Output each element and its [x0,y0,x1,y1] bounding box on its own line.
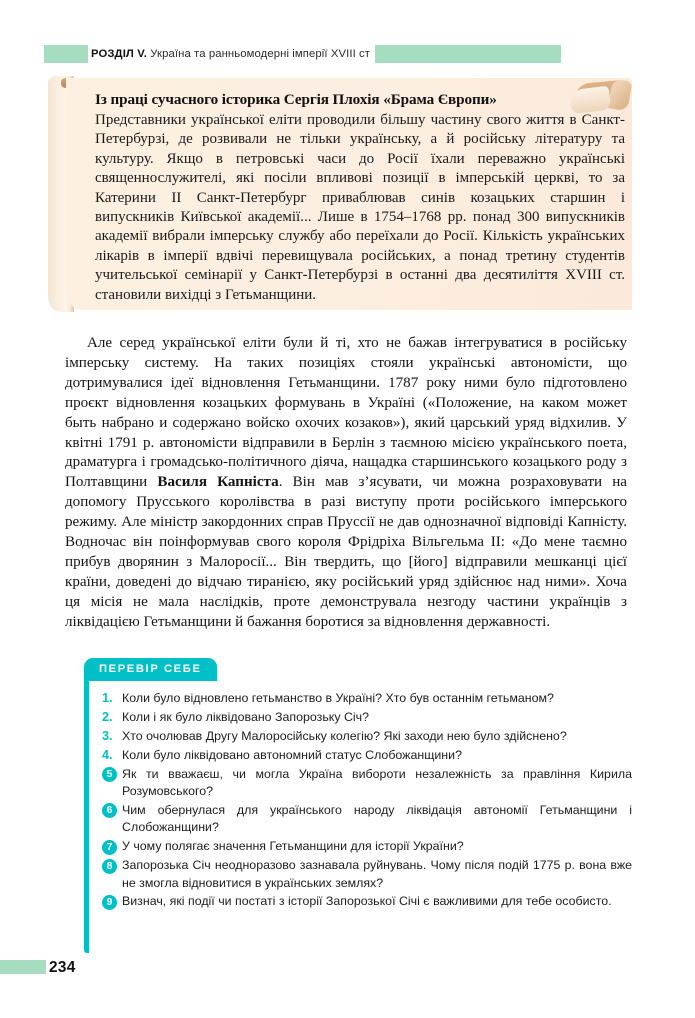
list-item [84,747,632,764]
question-marker-badge: 5 [102,767,117,782]
question-marker: 2. [102,709,113,724]
question-text: Чим обернулася для українського народу ліквідація автономії Гетьманщини і Слобожанщини? [122,802,632,835]
list-item [84,766,632,801]
question-text: Хто очолював Другу Малоросійську колегію? Які заходи нею було здійснено? [122,728,567,743]
highlighted-person-name: Василя Капніста [157,474,279,491]
page-number: 234 [46,959,79,977]
question-marker: 3. [102,728,113,743]
source-quote-body: Представники української еліти проводили більшу частину свого життя в Санкт-Петербурзі, де розвивали не тільки українську, а й російську літературу та культуру. Якщо в петровські часи до Росії їхали переважно українські священнослужителі, які посіли впливові позиції в імперській церкві, то за Катерини II Санкт-Петербург приваблював синів козацьких старшин і випускників Київської академії... Лише в 1754–1768 рр. понад 300 випускників академії вибрали імперську службу або переїхали до Росії. Кількість українських лікарів в імперії вдвічі перевищувала російських, а понад третину студентів учительської семінарії у Санкт-Петербурзі в останні два десятиліття XVIII ст. становили вихідці з Гетьманщини. [95,112,625,303]
question-text: Коли і як було ліквідовано Запорозьку Січ? [122,709,370,724]
source-quote-title: Із праці сучасного історика Сергія Плохія «Брама Європи» [95,91,497,108]
check-yourself-section [84,658,632,912]
check-yourself-badge: ПЕРЕВІР СЕБЕ [84,658,217,681]
list-item [84,802,632,837]
list-item [84,857,632,892]
question-marker-badge: 6 [102,803,117,818]
question-marker-badge: 8 [102,859,117,874]
question-text: У чому полягає значення Гетьманщини для історії України? [122,839,464,854]
question-marker: 4. [102,747,113,762]
chapter-breadcrumb [88,44,375,64]
body-text-part-one: Але серед української еліти були й ті, хто не бажав інтегруватися в російську імперську систему. На таких позиціях стояли українські автономісти, що дотримувалися ідеї відновлення Гетьманщини. 1787 року ними було підготовлено проєкт відновлення козацьких формувань в Україні («Положение, на каком может быть набрано и содержано войско охочих козаков»), який царський уряд відхилив. У квітні 1791 р. автономісти відправили в Берлін з таємною місією українського поета, драматурга і громадсько-політичного діяча, нащадка старшинського козацького роду з Полтавщини [65,335,627,491]
list-item [84,728,632,745]
main-body-paragraph [65,334,627,633]
chapter-label: РОЗДІЛ V. [91,48,148,60]
chapter-title: Україна та ранньомодерні імперії XVIII ст [147,48,371,60]
body-text-part-two: . Він мав з’ясувати, чи можна розраховувати на допомогу Прусського королівства в разі виступу проти російського імперського режиму. Але міністр закордонних справ Пруссії не дав однозначної відповіді Капністу. Водночас він поінформував свого короля Фрідріха Вільгельма II: «До мене таємно прибув дворянин з Малоросії... Він твердить, що [його] відправили мешканці цієї країни, доведені до відчаю тиранією, яку російський уряд здійснює над ними». Хоча ця місія не мала наслідків, проте демонструвала незгоду частини українців з ліквідацією Гетьманщини й бажання боротися за відновлення державності. [65,474,627,630]
source-quote-scroll [48,70,648,318]
question-marker: 1. [102,691,113,705]
question-text: Коли було ліквідовано автономний статус Слобожанщини? [122,747,462,762]
question-marker-badge: 9 [102,895,117,910]
running-head [0,45,695,65]
list-item [84,838,632,855]
question-marker-badge: 7 [102,840,117,855]
question-list [84,681,632,911]
question-text: Коли було відновлено гетьманство в Україні? Хто був останнім гетьманом? [122,691,554,705]
list-item [84,893,632,910]
question-text: Запорозька Січ неодноразово зазнавала руйнувань. Чому після подій 1775 р. вона вже не змогла відновитися в українських землях? [122,858,632,890]
list-item [84,690,632,707]
source-quote-content [95,90,625,305]
question-text: Визнач, які події чи постаті з історії Запорозької Січі є важливими для тебе особисто. [122,894,612,909]
list-item [84,709,632,726]
question-text: Як ти вважаєш, чи могла Україна вибороти незалежність за правління Кирила Розумовського? [122,766,632,799]
